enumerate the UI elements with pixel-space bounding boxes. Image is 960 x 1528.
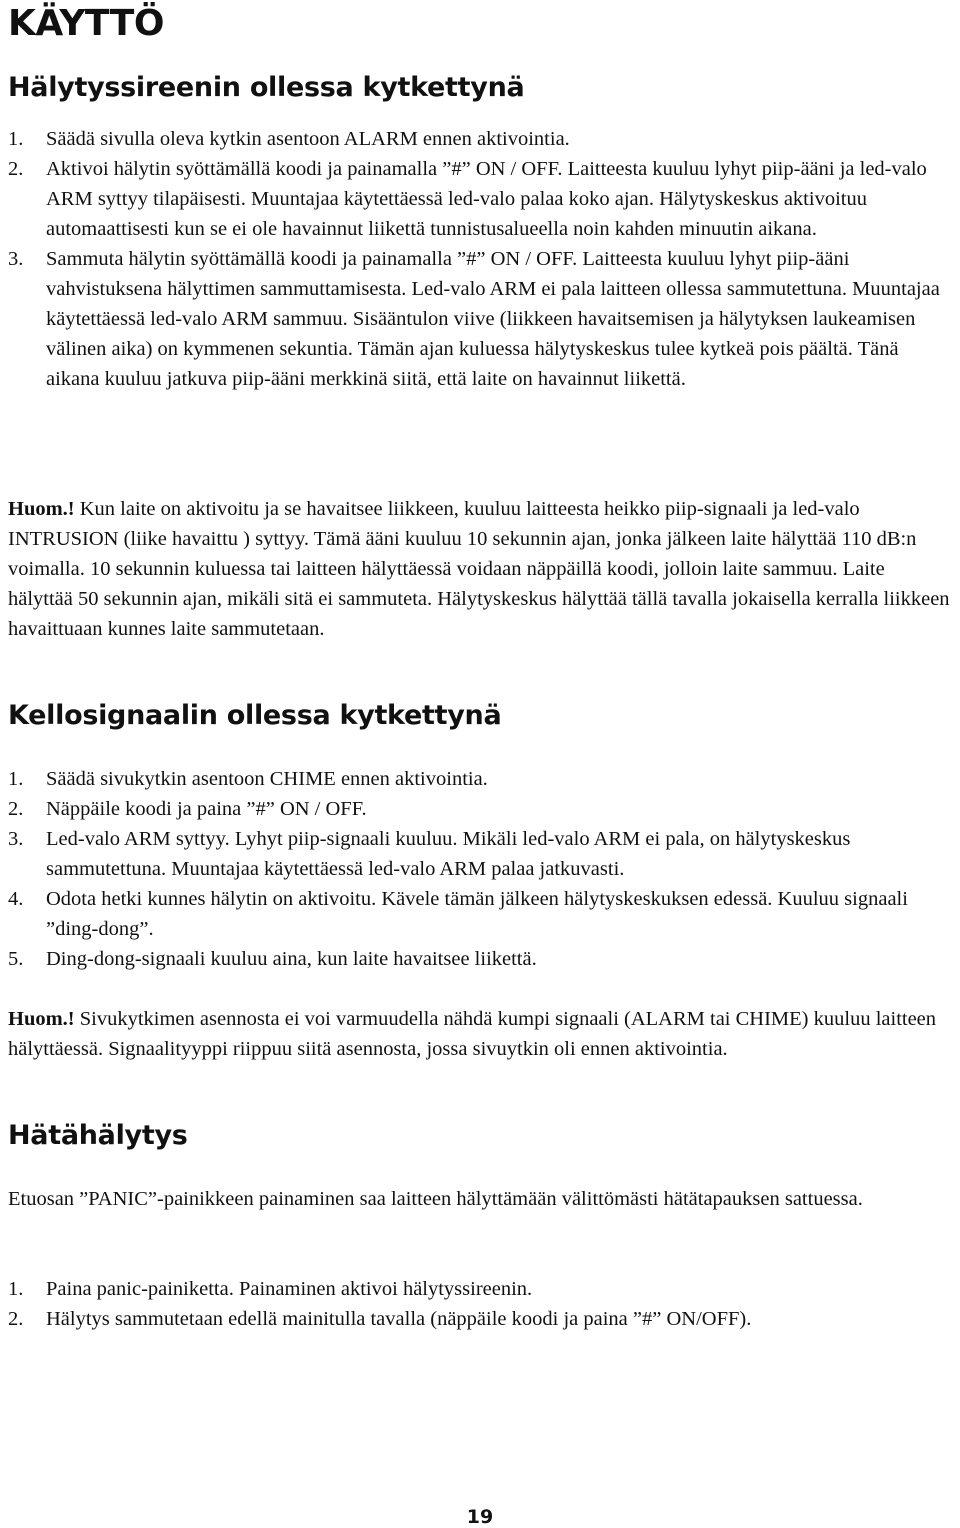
chime-note xyxy=(8,1004,952,1064)
list-item-text: Aktivoi hälytin syöttämällä koodi ja painamalla ”#” ON / OFF. Laitteesta kuuluu lyhyt piip-ääni ja led-valo ARM syttyy tilapäisesti. Muuntajaa käytettäessä led-valo palaa koko ajan. Hälytyskeskus aktivoituu automaattisesti kun se ei ole havainnut liikettä tunnistusalueella noin kahden minuutin aikana. xyxy=(46,158,927,240)
panic-steps-list xyxy=(8,1274,952,1334)
list-item-text: Odota hetki kunnes hälytin on aktivoitu. Kävele tämän jälkeen hälytyskeskuksen edessä. Kuuluu signaali ”ding-dong”. xyxy=(46,888,908,940)
list-item xyxy=(8,884,952,944)
list-item-number: 3. xyxy=(8,828,24,850)
page-number: 19 xyxy=(466,1506,494,1528)
note-label: Huom.! xyxy=(8,498,75,520)
list-item-text: Paina panic-painiketta. Painaminen aktivoi hälytyssireenin. xyxy=(46,1278,533,1300)
list-item xyxy=(8,154,952,244)
list-item xyxy=(8,124,952,154)
note-label: Huom.! xyxy=(8,1008,75,1030)
panic-intro: Etuosan ”PANIC”-painikkeen painaminen saa laitteen hälyttämään välittömästi hätätapauksen sattuessa. xyxy=(8,1188,863,1210)
page-title: KÄYTTÖ xyxy=(8,3,164,44)
section-heading-alarm: Hälytyssireenin ollessa kytkettynä xyxy=(8,72,525,103)
list-item-number: 2. xyxy=(8,158,24,180)
list-item-text: Säädä sivulla oleva kytkin asentoon ALARM ennen aktivointia. xyxy=(46,128,570,150)
list-item-text: Sammuta hälytin syöttämällä koodi ja painamalla ”#” ON / OFF. Laitteesta kuuluu lyhyt piip-ääni vahvistuksena hälyttimen sammuttamisesta. Led-valo ARM ei pala laitteen ollessa sammutettuna. Muuntajaa käytettäessä led-valo ARM sammuu. Sisääntulon viive (liikkeen havaitsemisen ja hälytyksen laukeamisen välinen aika) on kymmenen sekuntia. Tämän ajan kuluessa hälytyskeskus tulee kytkeä pois päältä. Tänä aikana kuuluu jatkuva piip-ääni merkkinä siitä, että laite on havainnut liikettä. xyxy=(46,248,940,390)
list-item-number: 1. xyxy=(8,768,24,790)
list-item-number: 4. xyxy=(8,888,24,910)
alarm-note xyxy=(8,494,952,644)
section-heading-panic: Hätähälytys xyxy=(8,1120,188,1151)
list-item-number: 2. xyxy=(8,798,24,820)
list-item-number: 1. xyxy=(8,1278,24,1300)
list-item xyxy=(8,824,952,884)
list-item-number: 2. xyxy=(8,1308,24,1330)
list-item xyxy=(8,944,952,974)
list-item xyxy=(8,1274,952,1304)
list-item xyxy=(8,244,952,394)
list-item xyxy=(8,1304,952,1334)
list-item-text: Ding-dong-signaali kuuluu aina, kun laite havaitsee liikettä. xyxy=(46,948,537,970)
list-item-text: Hälytys sammutetaan edellä mainitulla tavalla (näppäile koodi ja paina ”#” ON/OFF). xyxy=(46,1308,752,1330)
list-item xyxy=(8,794,952,824)
chime-steps-list xyxy=(8,764,952,974)
list-item-number: 5. xyxy=(8,948,24,970)
alarm-steps-list xyxy=(8,124,952,394)
note-text: Kun laite on aktivoitu ja se havaitsee liikkeen, kuuluu laitteesta heikko piip-signaali ja led-valo INTRUSION (liike havaittu ) syttyy. Tämä ääni kuuluu 10 sekunnin ajan, jonka jälkeen laite hälyttää 110 dB:n voimalla. 10 sekunnin kuluessa tai laitteen hälyttäessä voidaan näppäillä koodi, jolloin laite sammuu. Laite hälyttää 50 sekunnin ajan, mikäli sitä ei sammuteta. Hälytyskeskus hälyttää tällä tavalla jokaisella kerralla liikkeen havaittuaan kunnes laite sammutetaan. xyxy=(8,498,950,640)
list-item-text: Led-valo ARM syttyy. Lyhyt piip-signaali kuuluu. Mikäli led-valo ARM ei pala, on hälytyskeskus sammutettuna. Muuntajaa käytettäessä led-valo ARM palaa jatkuvasti. xyxy=(46,828,851,880)
list-item xyxy=(8,764,952,794)
section-heading-chime: Kellosignaalin ollessa kytkettynä xyxy=(8,700,502,731)
list-item-number: 1. xyxy=(8,128,24,150)
list-item-text: Näppäile koodi ja paina ”#” ON / OFF. xyxy=(46,798,367,820)
note-text: Sivukytkimen asennosta ei voi varmuudella nähdä kumpi signaali (ALARM tai CHIME) kuuluu laitteen hälyttäessä. Signaalityyppi riippuu siitä asennosta, jossa sivuytkin oli ennen aktivointia. xyxy=(8,1008,937,1060)
list-item-number: 3. xyxy=(8,248,24,270)
list-item-text: Säädä sivukytkin asentoon CHIME ennen aktivointia. xyxy=(46,768,488,790)
